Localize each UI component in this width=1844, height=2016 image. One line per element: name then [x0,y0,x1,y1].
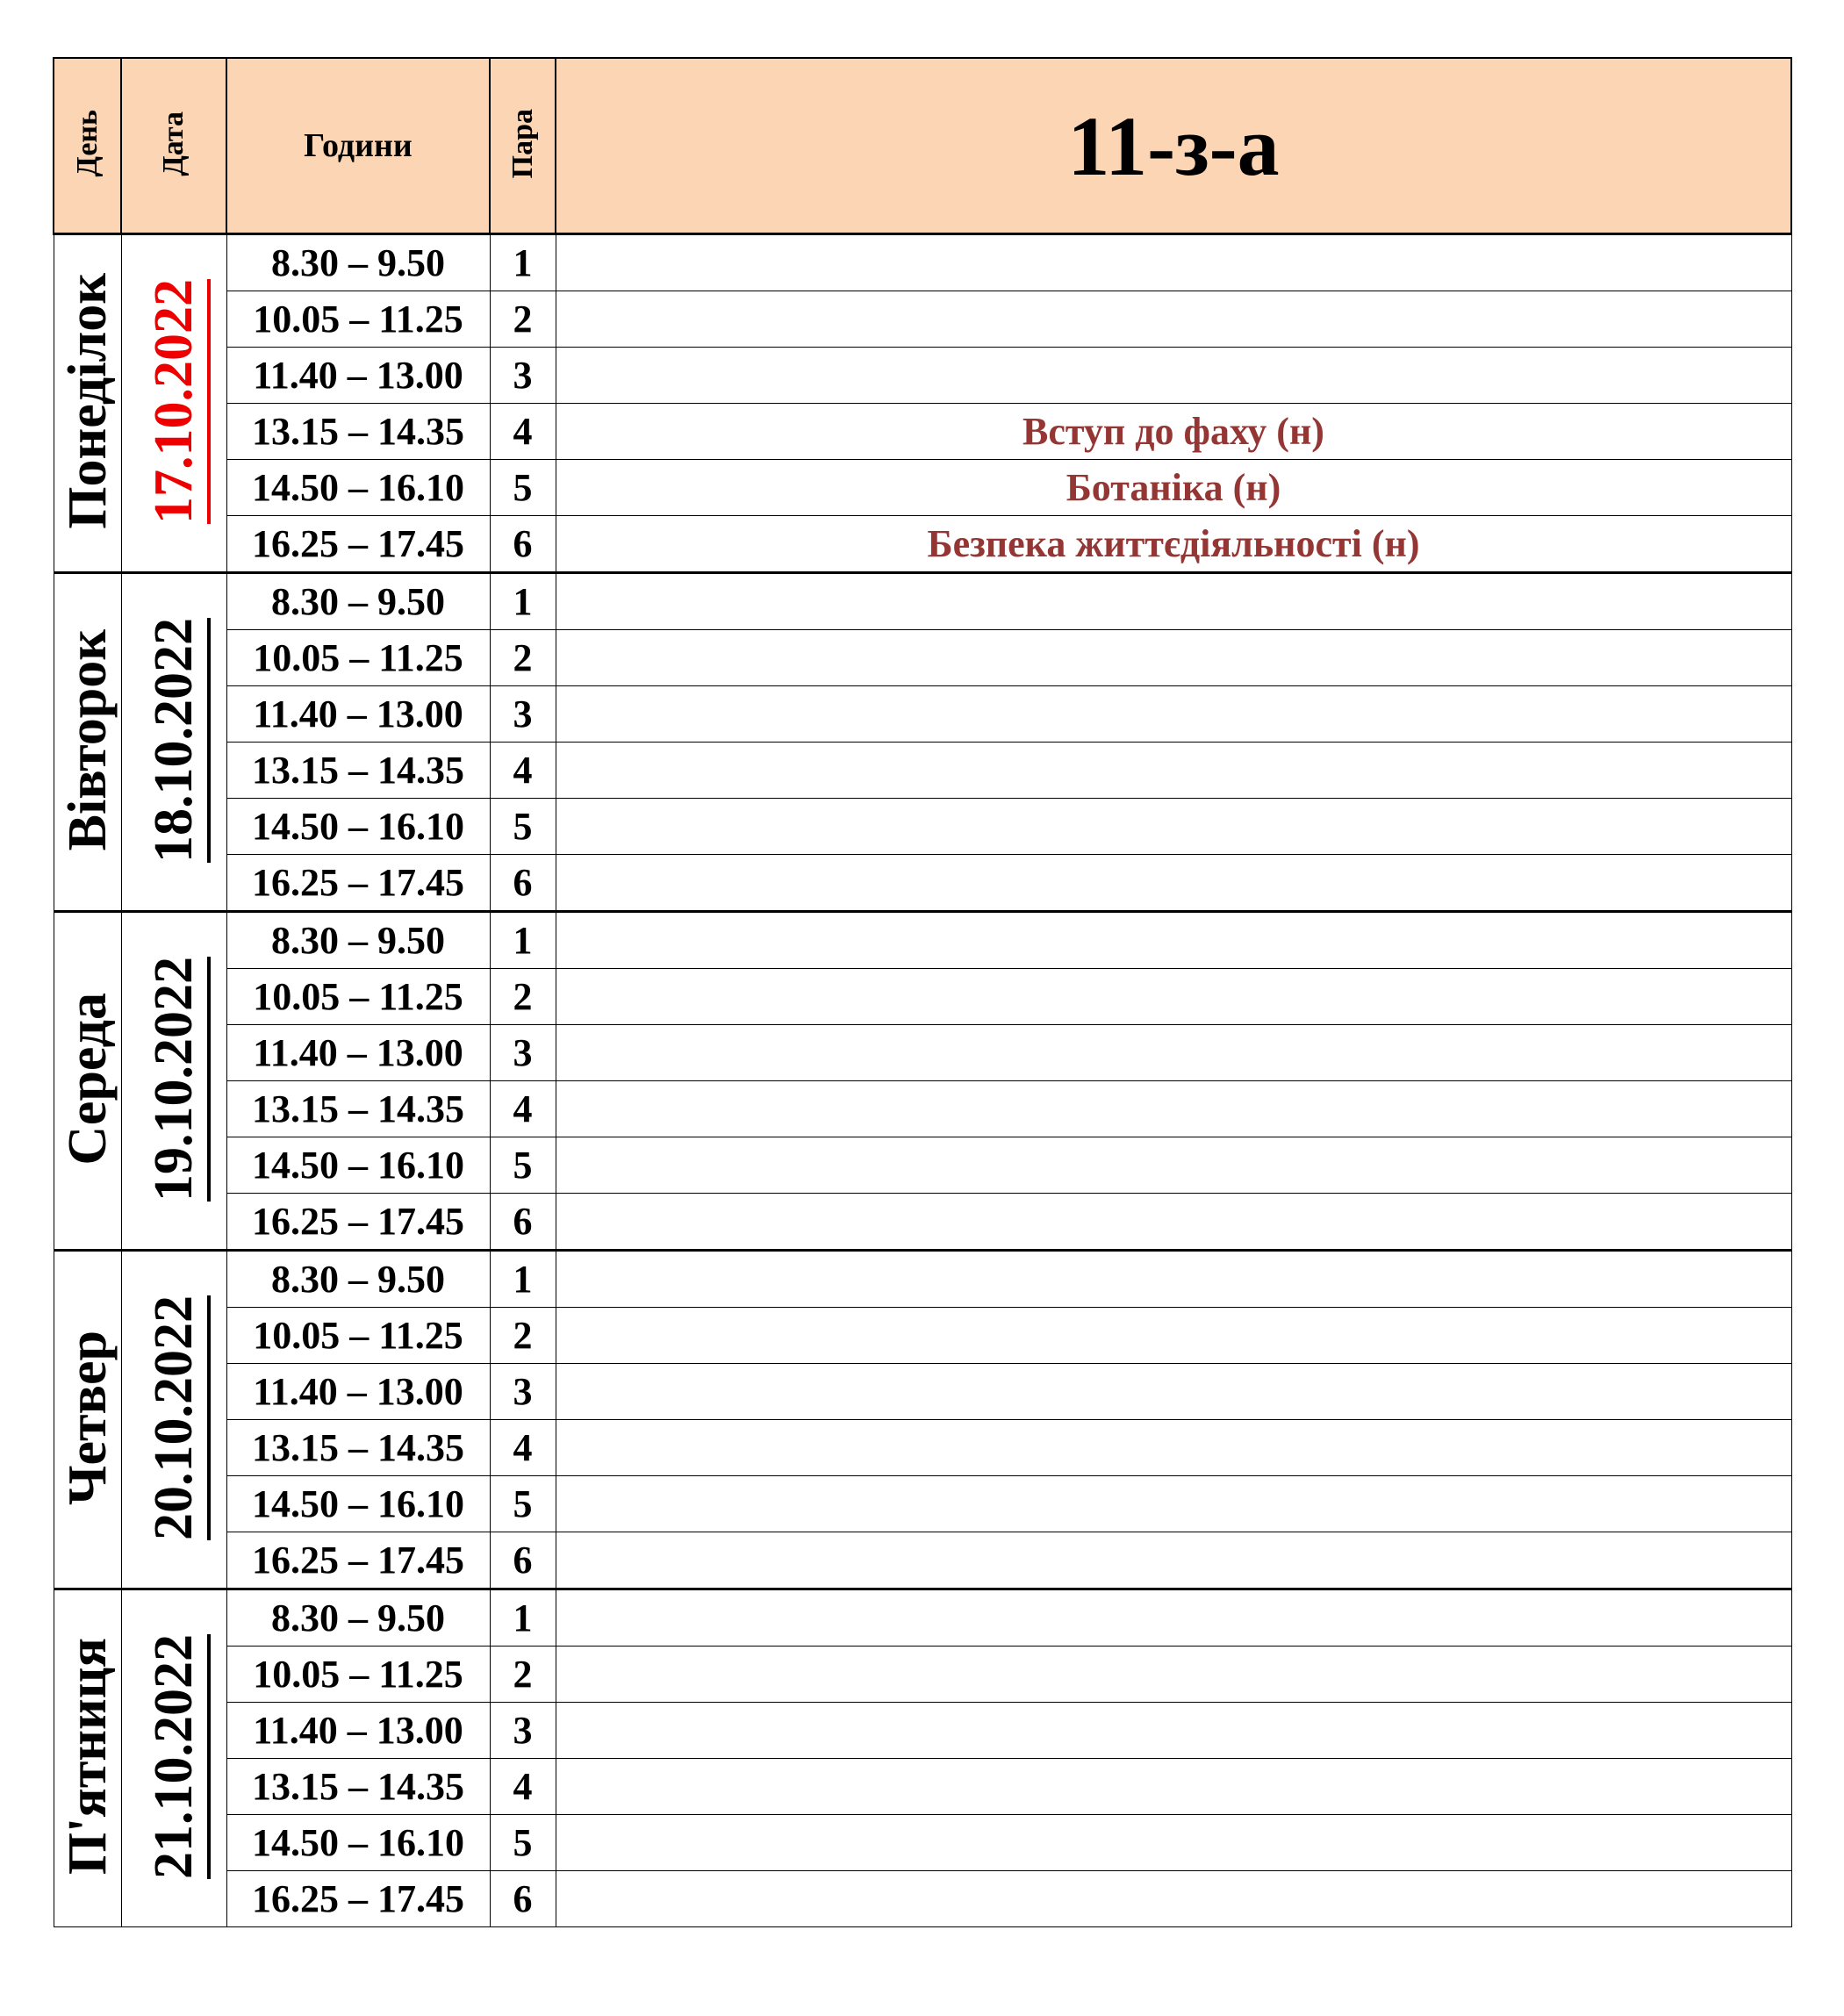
hours-cell: 11.40 – 13.00 [226,348,490,404]
hours-cell: 10.05 – 11.25 [226,1308,490,1364]
day-cell [54,234,121,573]
hours-cell: 16.25 – 17.45 [226,516,490,573]
hours-cell: 13.15 – 14.35 [226,743,490,799]
para-cell: 3 [490,686,556,743]
hours-cell: 10.05 – 11.25 [226,1647,490,1703]
schedule-row [54,1647,1791,1703]
subject-cell [556,1251,1791,1308]
day-cell [54,573,121,912]
day-name: Понеділок [57,273,118,529]
schedule-row [54,1308,1791,1364]
para-cell: 3 [490,1703,556,1759]
schedule-row [54,1532,1791,1589]
hours-cell: 11.40 – 13.00 [226,1025,490,1081]
header-para: Пара [506,108,539,179]
para-cell: 6 [490,855,556,912]
para-cell: 5 [490,1815,556,1871]
header-para-cell [490,58,556,234]
schedule-row [54,1759,1791,1815]
day-date: 19.10.2022 [144,956,204,1202]
schedule-row [54,1194,1791,1251]
subject-cell [556,630,1791,686]
subject-cell: Вступ до фаху (н) [556,404,1791,460]
schedule-row [54,1137,1791,1194]
subject-cell [556,969,1791,1025]
subject-cell [556,743,1791,799]
para-cell: 5 [490,1137,556,1194]
schedule-row [54,1703,1791,1759]
para-cell: 1 [490,1251,556,1308]
para-cell: 4 [490,1081,556,1137]
subject-cell [556,799,1791,855]
hours-cell: 13.15 – 14.35 [226,404,490,460]
schedule-row [54,1251,1791,1308]
header-day-cell [54,58,121,234]
schedule-row [54,516,1791,573]
subject-cell [556,1647,1791,1703]
para-cell: 1 [490,573,556,630]
hours-cell: 14.50 – 16.10 [226,1476,490,1532]
para-cell: 1 [490,912,556,969]
schedule-row [54,460,1791,516]
para-cell: 2 [490,291,556,348]
hours-cell: 10.05 – 11.25 [226,969,490,1025]
day-name: Вівторок [57,628,118,851]
date-cell [121,1589,226,1927]
schedule-row [54,1815,1791,1871]
date-cell [121,1251,226,1589]
day-date: 17.10.2022 [144,278,204,524]
hours-cell: 11.40 – 13.00 [226,686,490,743]
schedule-row [54,1871,1791,1927]
date-cell [121,234,226,573]
hours-cell: 8.30 – 9.50 [226,912,490,969]
subject-cell [556,1759,1791,1815]
schedule-row [54,686,1791,743]
day-cell [54,1589,121,1927]
para-cell: 6 [490,1194,556,1251]
para-cell: 2 [490,1308,556,1364]
schedule-row [54,1081,1791,1137]
hours-cell: 13.15 – 14.35 [226,1081,490,1137]
schedule-row [54,404,1791,460]
para-cell: 4 [490,404,556,460]
para-cell: 5 [490,460,556,516]
hours-cell: 13.15 – 14.35 [226,1420,490,1476]
date-cell [121,912,226,1251]
para-cell: 4 [490,1759,556,1815]
hours-cell: 13.15 – 14.35 [226,1759,490,1815]
subject-cell [556,1137,1791,1194]
header-date: Дата [157,111,190,176]
subject-cell [556,1308,1791,1364]
header-day: День [70,110,104,177]
hours-cell: 10.05 – 11.25 [226,630,490,686]
subject-cell [556,291,1791,348]
subject-cell [556,1081,1791,1137]
para-cell: 5 [490,799,556,855]
para-cell: 5 [490,1476,556,1532]
schedule-row [54,1589,1791,1647]
para-cell: 4 [490,743,556,799]
para-cell: 4 [490,1420,556,1476]
subject-cell [556,912,1791,969]
subject-cell [556,686,1791,743]
hours-cell: 8.30 – 9.50 [226,234,490,291]
day-cell [54,912,121,1251]
schedule-row [54,291,1791,348]
header-hours: Години [304,127,413,164]
schedule-row [54,1364,1791,1420]
para-cell: 2 [490,630,556,686]
subject-cell [556,573,1791,630]
schedule-row [54,1420,1791,1476]
schedule-table [53,57,1792,1927]
subject-cell [556,1703,1791,1759]
subject-cell [556,1025,1791,1081]
date-cell [121,573,226,912]
subject-cell [556,234,1791,291]
para-cell: 3 [490,1364,556,1420]
hours-cell: 10.05 – 11.25 [226,291,490,348]
hours-cell: 8.30 – 9.50 [226,573,490,630]
schedule-row [54,234,1791,291]
hours-cell: 16.25 – 17.45 [226,1194,490,1251]
para-cell: 6 [490,516,556,573]
day-name: Середа [57,992,118,1166]
day-date: 20.10.2022 [144,1295,204,1540]
subject-cell [556,1871,1791,1927]
schedule-row [54,1025,1791,1081]
hours-cell: 14.50 – 16.10 [226,460,490,516]
subject-cell: Безпека життєдіяльності (н) [556,516,1791,573]
hours-cell: 14.50 – 16.10 [226,799,490,855]
subject-cell [556,1532,1791,1589]
subject-cell [556,348,1791,404]
subject-cell [556,855,1791,912]
schedule-row [54,573,1791,630]
day-date: 21.10.2022 [144,1633,204,1879]
schedule-row [54,969,1791,1025]
para-cell: 2 [490,1647,556,1703]
hours-cell: 11.40 – 13.00 [226,1703,490,1759]
day-name: П'ятниця [57,1637,118,1876]
para-cell: 1 [490,234,556,291]
hours-cell: 8.30 – 9.50 [226,1589,490,1647]
para-cell: 2 [490,969,556,1025]
hours-cell: 8.30 – 9.50 [226,1251,490,1308]
subject-cell [556,1589,1791,1647]
hours-cell: 14.50 – 16.10 [226,1815,490,1871]
para-cell: 6 [490,1532,556,1589]
day-name: Четвер [57,1330,118,1505]
schedule-row [54,855,1791,912]
subject-cell [556,1420,1791,1476]
schedule-row [54,630,1791,686]
subject-cell: Ботаніка (н) [556,460,1791,516]
schedule-row [54,912,1791,969]
schedule-row [54,799,1791,855]
header-date-cell [121,58,226,234]
para-cell: 6 [490,1871,556,1927]
hours-cell: 14.50 – 16.10 [226,1137,490,1194]
subject-cell [556,1194,1791,1251]
hours-cell: 16.25 – 17.45 [226,1532,490,1589]
para-cell: 3 [490,348,556,404]
subject-cell [556,1364,1791,1420]
day-date: 18.10.2022 [144,617,204,863]
hours-cell: 16.25 – 17.45 [226,1871,490,1927]
header-row [54,58,1791,234]
schedule-row [54,743,1791,799]
schedule-row [54,1476,1791,1532]
subject-cell [556,1815,1791,1871]
para-cell: 1 [490,1589,556,1647]
header-group-cell [556,58,1791,234]
group-title: 11-з-а [1067,98,1280,193]
para-cell: 3 [490,1025,556,1081]
schedule-row [54,348,1791,404]
header-hours-cell [226,58,490,234]
subject-cell [556,1476,1791,1532]
hours-cell: 16.25 – 17.45 [226,855,490,912]
day-cell [54,1251,121,1589]
hours-cell: 11.40 – 13.00 [226,1364,490,1420]
